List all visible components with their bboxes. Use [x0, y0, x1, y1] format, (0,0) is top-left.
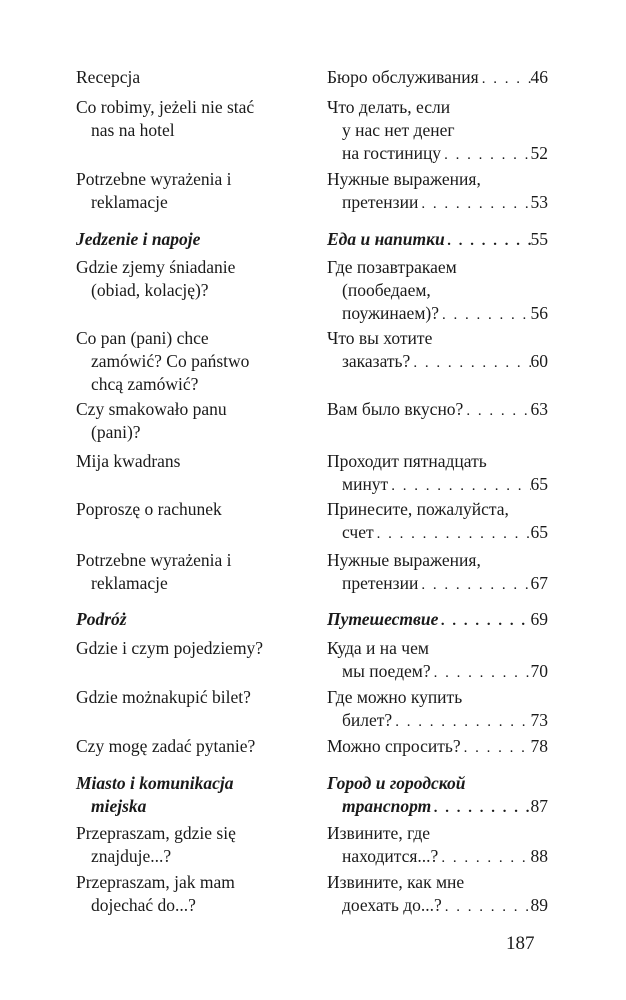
polish-title	[76, 256, 306, 302]
polish-title	[76, 228, 306, 251]
polish-title-line: chcą zamówić?	[91, 374, 199, 394]
russian-title-text: билет?	[342, 710, 393, 730]
russian-title	[327, 228, 548, 253]
toc-page-number: 69	[530, 609, 548, 629]
polish-title-line: dojechać do...?	[91, 895, 196, 915]
toc-page-number: 88	[530, 846, 548, 866]
toc-page-number: 78	[530, 736, 548, 756]
polish-title-line: Poproszę o rachunek	[76, 499, 222, 519]
russian-title-text: минут	[342, 474, 389, 494]
russian-title	[327, 549, 548, 597]
dot-leader	[479, 68, 531, 91]
page-number: 187	[506, 933, 535, 954]
toc-page-number: 65	[530, 522, 548, 542]
russian-title	[327, 637, 548, 685]
polish-title-line: Gdzie i czym pojedziemy?	[76, 638, 264, 658]
polish-title	[76, 450, 306, 473]
russian-title-line: Принесите, пожалуйста,	[327, 499, 509, 519]
russian-title-text: мы поедем?	[342, 661, 431, 681]
russian-title	[327, 822, 548, 870]
dot-leader	[374, 523, 531, 546]
russian-title-line	[327, 350, 548, 375]
russian-title	[327, 871, 548, 919]
russian-title-line: Где можно купить	[327, 687, 463, 707]
russian-title-text: доехать до...?	[342, 895, 442, 915]
dot-leader	[410, 352, 530, 375]
polish-title-line: Jedzenie i napoje	[76, 229, 201, 249]
polish-title-line: Przepraszam, jak mam	[76, 872, 235, 892]
polish-title	[76, 66, 306, 89]
polish-title-line: Przepraszam, gdzie się	[76, 823, 236, 843]
russian-title	[327, 66, 548, 91]
russian-title	[327, 735, 548, 760]
polish-title	[76, 498, 306, 521]
russian-title-text: транспорт	[342, 796, 432, 816]
russian-title-line	[327, 608, 548, 633]
russian-title-line	[327, 795, 548, 820]
toc-page-number: 70	[530, 661, 548, 681]
dot-leader	[438, 610, 530, 633]
russian-title-text: на гостиницу	[342, 143, 442, 163]
russian-title-line	[327, 66, 548, 91]
russian-title	[327, 256, 548, 327]
dot-leader	[431, 797, 530, 820]
russian-title	[327, 96, 548, 167]
polish-title	[76, 637, 306, 660]
toc-page-number: 55	[530, 229, 548, 249]
russian-title-line: Что делать, если	[327, 97, 451, 117]
toc-page-number: 67	[530, 573, 548, 593]
russian-title-line: Нужные выражения,	[327, 169, 481, 189]
russian-title-line	[327, 894, 548, 919]
russian-title-text: поужинаем)?	[342, 303, 439, 323]
dot-leader	[431, 662, 531, 685]
russian-title-line	[327, 660, 548, 685]
polish-title-line: miejska	[91, 796, 147, 816]
russian-title-line: Нужные выражения,	[327, 550, 481, 570]
polish-title-line: (obiad, kolację)?	[91, 280, 209, 300]
dot-leader	[438, 847, 530, 870]
polish-title	[76, 327, 306, 396]
polish-title	[76, 549, 306, 595]
polish-title	[76, 168, 306, 214]
russian-title	[327, 772, 548, 820]
polish-title	[76, 608, 306, 631]
polish-title-line: nas na hotel	[91, 120, 175, 140]
russian-title-line	[327, 521, 548, 546]
russian-title-line: Что вы хотите	[327, 328, 433, 348]
polish-title	[76, 822, 306, 868]
dot-leader	[445, 230, 531, 253]
polish-title	[76, 96, 306, 142]
toc-page-number: 52	[530, 143, 548, 163]
russian-title-text: счет	[342, 522, 374, 542]
polish-title-line: reklamacje	[91, 573, 168, 593]
russian-title-line: Извините, как мне	[327, 872, 465, 892]
dot-leader	[392, 711, 530, 734]
polish-title-line: reklamacje	[91, 192, 168, 212]
russian-title-line	[327, 191, 548, 216]
russian-title-line	[327, 228, 548, 253]
dot-leader	[463, 400, 530, 423]
toc-page-number: 53	[530, 192, 548, 212]
russian-title-line	[327, 845, 548, 870]
russian-title-line: Проходит пятнадцать	[327, 451, 487, 471]
toc-page-number: 65	[530, 474, 548, 494]
russian-title-text: претензии	[342, 192, 419, 212]
dot-leader	[461, 737, 531, 760]
russian-title-line	[327, 398, 548, 423]
polish-title-line: Gdzie zjemy śniadanie	[76, 257, 236, 277]
russian-title-line: у нас нет денег	[342, 120, 455, 140]
russian-title-line	[327, 142, 548, 167]
russian-title	[327, 498, 548, 546]
russian-title-text: Путешествие	[327, 609, 439, 629]
russian-title-text: заказать?	[342, 351, 411, 371]
russian-title-text: Еда и напитки	[327, 229, 445, 249]
russian-title-text: Бюро обслуживания	[327, 67, 479, 87]
russian-title-text: находится...?	[342, 846, 439, 866]
russian-title-text: претензии	[342, 573, 419, 593]
polish-title-line: Potrzebne wyrażenia i	[76, 169, 232, 189]
dot-leader	[442, 896, 531, 919]
russian-title	[327, 608, 548, 633]
russian-title-line: (пообедаем,	[342, 280, 431, 300]
polish-title-line: zamówić? Co państwo	[91, 351, 250, 371]
russian-title	[327, 168, 548, 216]
russian-title-text: Можно спросить?	[327, 736, 461, 756]
russian-title	[327, 686, 548, 734]
toc-page-number: 56	[530, 303, 548, 323]
russian-title-line	[327, 572, 548, 597]
dot-leader	[439, 304, 531, 327]
polish-title	[76, 871, 306, 917]
dot-leader	[418, 574, 530, 597]
russian-title-line	[327, 735, 548, 760]
toc-page-number: 63	[530, 399, 548, 419]
russian-title	[327, 398, 548, 423]
russian-title	[327, 327, 548, 375]
dot-leader	[441, 144, 530, 167]
toc-page-number: 46	[530, 67, 548, 87]
russian-title-line	[327, 709, 548, 734]
polish-title-line: Mija kwadrans	[76, 451, 181, 471]
polish-title	[76, 772, 306, 818]
polish-title-line: Co pan (pani) chce	[76, 328, 209, 348]
russian-title-line: Извините, где	[327, 823, 431, 843]
polish-title	[76, 398, 306, 444]
russian-title	[327, 450, 548, 498]
russian-title-line: Город и городской	[327, 773, 466, 793]
polish-title	[76, 735, 306, 758]
russian-title-line	[327, 473, 548, 498]
polish-title-line: znajduje...?	[91, 846, 172, 866]
polish-title-line: Co robimy, jeżeli nie stać	[76, 97, 255, 117]
toc-page-number: 89	[530, 895, 548, 915]
toc-page-number: 73	[530, 710, 548, 730]
russian-title-line: Куда и на чем	[327, 638, 429, 658]
polish-title-line: Miasto i komunikacja	[76, 773, 234, 793]
polish-title	[76, 686, 306, 709]
russian-title-line: Где позавтракаем	[327, 257, 457, 277]
polish-title-line: Gdzie możnakupić bilet?	[76, 687, 251, 707]
dot-leader	[418, 193, 530, 216]
polish-title-line: Czy mogę zadać pytanie?	[76, 736, 256, 756]
russian-title-line	[327, 302, 548, 327]
polish-title-line: Recepcja	[76, 67, 141, 87]
polish-title-line: Czy smakowało panu	[76, 399, 227, 419]
dot-leader	[388, 475, 530, 498]
toc-page-number: 87	[530, 796, 548, 816]
polish-title-line: Potrzebne wyrażenia i	[76, 550, 232, 570]
toc-page-number: 60	[530, 351, 548, 371]
russian-title-text: Вам было вкусно?	[327, 399, 464, 419]
polish-title-line: (pani)?	[91, 422, 141, 442]
polish-title-line: Podróż	[76, 609, 127, 629]
